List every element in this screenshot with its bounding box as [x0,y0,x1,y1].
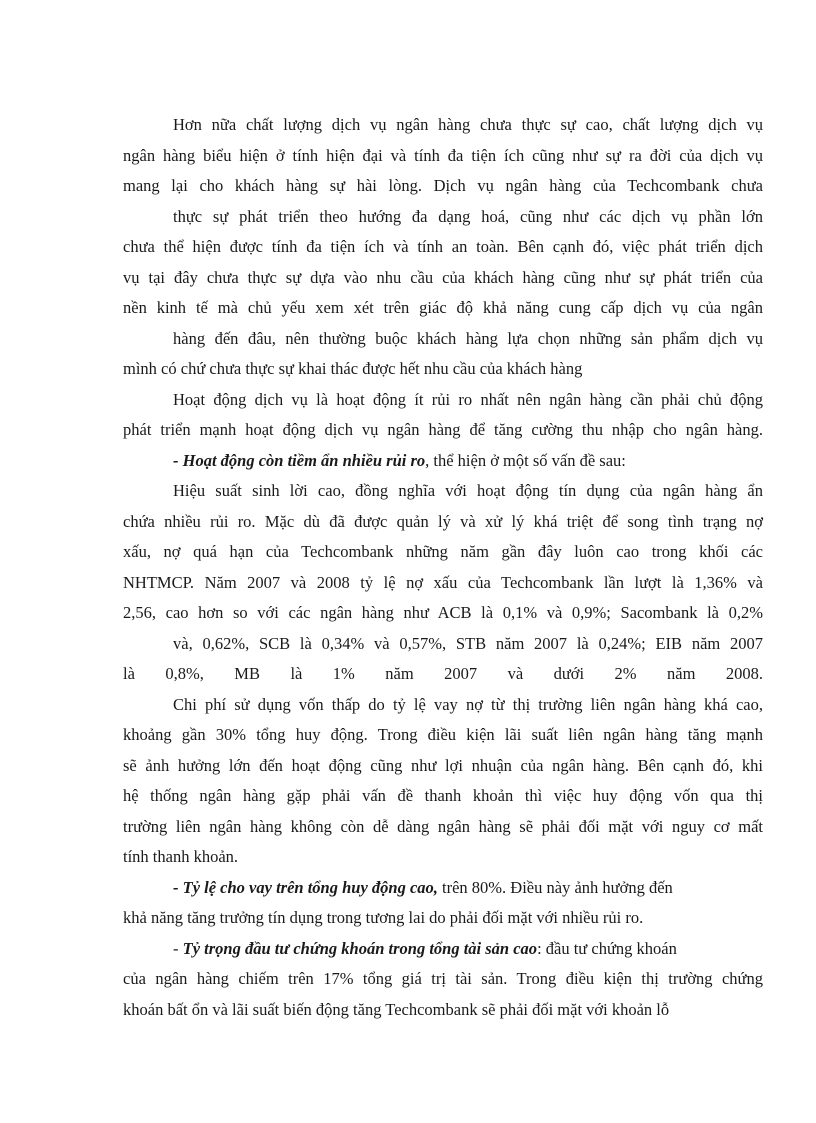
heading-bold: - Hoạt động còn tiềm ẩn nhiều rủi ro [173,451,426,470]
text-line: phát triển mạnh hoạt động dịch vụ ngân hàng để tăng cường thu nhập cho ngân hàng. [123,420,763,439]
heading-bold: Tỷ trọng đầu tư chứng khoán trong tổng tài sản cao [182,939,538,958]
heading-rest: trên 80%. Điều này ảnh hưởng đến [437,878,673,897]
text-line: mang lại cho khách hàng sự hài lòng. Dịch vụ ngân hàng của Techcombank chưa [123,176,763,195]
text-line: Hoạt động dịch vụ là hoạt động ít rủi ro nhất nên ngân hàng cần phải chủ động [173,390,763,409]
text-line: chưa thể hiện được tính đa tiện ích và tính an toàn. Bên cạnh đó, việc phát triển dịch [123,237,763,256]
text-line: khoán bất ổn và lãi suất biến động tăng Techcombank sẽ phải đối mặt với khoản lỗ [123,1000,670,1019]
text-line: Hơn nữa chất lượng dịch vụ ngân hàng chưa thực sự cao, chất lượng dịch vụ [173,115,763,134]
text-line: mình có chứ chưa thực sự khai thác được hết nhu cầu của khách hàng [123,359,583,378]
text-line: thực sự phát triển theo hướng đa dạng hoá, cũng như các dịch vụ phần lớn [173,207,763,226]
text-line: Chi phí sử dụng vốn thấp do tỷ lệ vay nợ từ thị trường liên ngân hàng khá cao, [173,695,763,714]
heading-dash: - [173,939,183,958]
text-line: tính thanh khoản. [123,847,239,866]
text-line: hàng đến đâu, nên thường buộc khách hàng lựa chọn những sản phẩm dịch vụ [173,329,763,348]
text-line: và, 0,62%, SCB là 0,34% và 0,57%, STB năm 2007 là 0,24%; EIB năm 2007 [173,634,763,653]
text-line: xấu, nợ quá hạn của Techcombank những năm gần đây luôn cao trong khối các [123,542,763,561]
section-heading-loan [173,878,763,898]
text-line: 2,56, cao hơn so với các ngân hàng như ACB là 0,1% và 0,9%; Sacombank là 0,2% [123,603,763,622]
text-line: trường liên ngân hàng không còn dễ dàng ngân hàng sẽ phải đối mặt với nguy cơ mất [123,817,763,836]
text-line: vụ tại đây chưa thực sự dựa vào nhu cầu của khách hàng cũng như sự phát triển của [123,268,763,287]
text-line: của ngân hàng chiếm trên 17% tổng giá trị tài sản. Trong điều kiện thị trường chứng [123,969,763,988]
text-line: sẽ ảnh hưởng lớn đến hoạt động cũng như lợi nhuận của ngân hàng. Bên cạnh đó, khi [123,756,763,775]
text-line: là 0,8%, MB là 1% năm 2007 và dưới 2% năm 2008. [123,664,763,683]
text-line: nền kinh tế mà chủ yếu xem xét trên giác độ khả năng cung cấp dịch vụ của ngân [123,298,763,317]
text-line: chứa nhiều rủi ro. Mặc dù đã được quản lý và xử lý khá triệt để song tình trạng nợ [123,512,763,531]
text-line: khả năng tăng trưởng tín dụng trong tương lai do phải đối mặt với nhiều rủi ro. [123,908,644,927]
heading-rest: , thể hiện ở một số vấn đề sau: [425,451,626,470]
text-line: hệ thống ngân hàng gặp phải vấn đề thanh khoản thì việc huy động vốn qua thị [123,786,763,805]
text-line: Hiệu suất sinh lời cao, đồng nghĩa với hoạt động tín dụng của ngân hàng ẩn [173,481,763,500]
text-line: NHTMCP. Năm 2007 và 2008 tỷ lệ nợ xấu của Techcombank lần lượt là 1,36% và [123,573,763,592]
section-heading-risk [173,451,763,471]
text-line: khoảng gần 30% tổng huy động. Trong điều kiện lãi suất liên ngân hàng tăng mạnh [123,725,763,744]
text-line: ngân hàng biểu hiện ở tính hiện đại và tính đa tiện ích cũng như sự ra đời của dịch vụ [123,146,763,165]
heading-bold: - Tỷ lệ cho vay trên tổng huy động cao, [173,878,438,897]
heading-rest: : đầu tư chứng khoán [537,939,677,958]
section-heading-investment [173,939,763,959]
